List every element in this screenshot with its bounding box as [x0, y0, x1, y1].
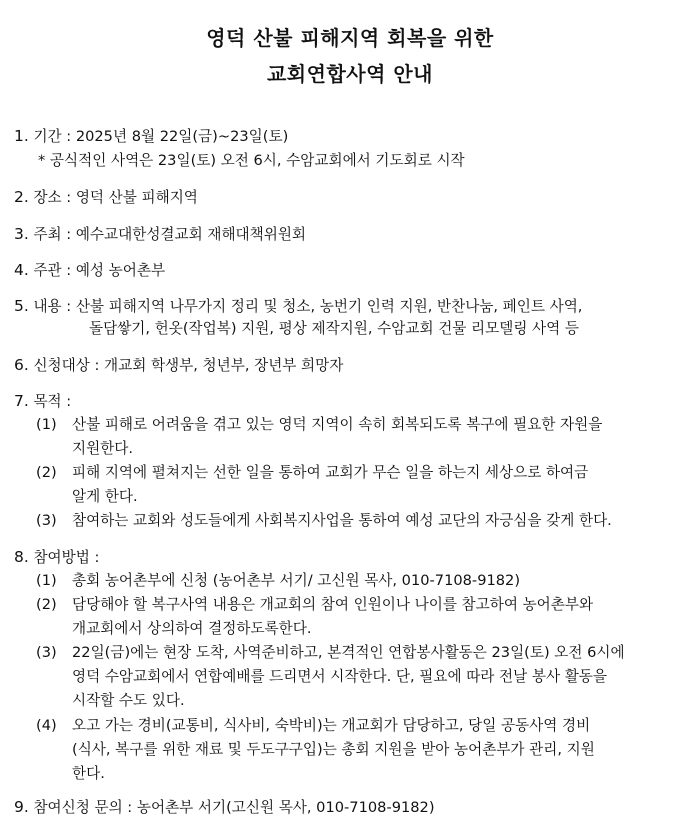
item-number: 1.: [14, 127, 29, 145]
purpose-3-line1: 참여하는 교회와 성도들에게 사회복지사업을 통하여 예성 교단의 자긍심을 갖게 한다.: [72, 512, 612, 529]
item-inquiry: [14, 798, 435, 817]
item-method: [14, 548, 99, 567]
purpose-1-line2: 지원한다.: [72, 440, 134, 457]
method-4-line3: 한다.: [72, 765, 105, 782]
item-number: 8.: [14, 548, 29, 566]
item-number: 3.: [14, 225, 29, 243]
purpose-label-3: (3): [36, 512, 57, 529]
method-2-line2: 개교회에서 상의하여 결정하도록한다.: [72, 620, 312, 637]
item-organizer: [14, 261, 165, 280]
item-number: 4.: [14, 261, 29, 279]
method-label-2: (2): [36, 596, 57, 613]
method-3-line1: 22일(금)에는 현장 도착, 사역준비하고, 본격적인 연합봉사활동은 23일(토) 오전 6시에: [72, 644, 625, 661]
method-1-line1: 총회 농어촌부에 신청 (농어촌부 서기/ 고신원 목사, 010-7108-9182): [72, 572, 521, 589]
purpose-2-line1: 피해 지역에 펼쳐지는 선한 일을 통하여 교회가 무슨 일을 하는지 세상으로 하여금: [72, 464, 589, 481]
item-host: [14, 225, 306, 244]
item-text: 주최 : 예수교대한성결교회 재해대책위원회: [33, 226, 307, 243]
document-title-line1: 영덕 산불 피해지역 회복을 위한: [206, 26, 494, 50]
method-3-line3: 시작할 수도 있다.: [72, 692, 185, 709]
method-label-3: (3): [36, 644, 57, 661]
purpose-label-1: (1): [36, 416, 57, 433]
method-label-4: (4): [36, 717, 57, 734]
item-text: 주관 : 예성 농어촌부: [33, 262, 166, 279]
item-contents: [14, 297, 582, 316]
item-eligibility: [14, 356, 343, 375]
item-text: 기간 : 2025년 8월 22일(금)~23일(토): [33, 128, 289, 145]
item-number: 7.: [14, 392, 29, 410]
period-note: * 공식적인 사역은 23일(토) 오전 6시, 수암교회에서 기도회로 시작: [38, 152, 465, 169]
item-contents-continued: 돌담쌓기, 헌옷(작업복) 지원, 평상 제작지원, 수암교회 건물 리모델링 사역 등: [89, 320, 579, 337]
item-number: 2.: [14, 188, 29, 206]
item-purpose: [14, 392, 71, 411]
item-period: [14, 127, 288, 146]
method-4-line1: 오고 가는 경비(교통비, 식사비, 숙박비)는 개교회가 담당하고, 당일 공동사역 경비: [72, 717, 591, 734]
purpose-1-line1: 산불 피해로 어려움을 겪고 있는 영덕 지역이 속히 회복되도록 복구에 필요한 자원을: [72, 416, 603, 433]
item-location: [14, 188, 198, 207]
method-2-line1: 담당해야 할 복구사역 내용은 개교회의 참여 인원이나 나이를 참고하여 농어촌부와: [72, 596, 594, 613]
item-text: 장소 : 영덕 산불 피해지역: [33, 189, 198, 206]
purpose-label-2: (2): [36, 464, 57, 481]
item-text: 참여신청 문의 : 농어촌부 서기(고신원 목사, 010-7108-9182): [33, 799, 435, 816]
item-text: 내용 : 산불 피해지역 나무가지 정리 및 청소, 농번기 인력 지원, 반찬나눔, 페인트 사역,: [33, 298, 583, 315]
item-number: 5.: [14, 297, 29, 315]
item-text: 신청대상 : 개교회 학생부, 청년부, 장년부 희망자: [33, 357, 344, 374]
method-4-line2: (식사, 복구를 위한 재료 및 두도구구입)는 총회 지원을 받아 농어촌부가 관리, 지원: [72, 741, 595, 758]
purpose-2-line2: 알게 한다.: [72, 488, 138, 505]
method-label-1: (1): [36, 572, 57, 589]
item-number: 9.: [14, 798, 29, 816]
document-title-line2: 교회연합사역 안내: [266, 62, 434, 86]
item-text: 목적 :: [33, 393, 72, 410]
method-3-line2: 영덕 수암교회에서 연합예배를 드리면서 시작한다. 단, 필요에 따라 전날 봉사 활동을: [72, 668, 607, 685]
item-number: 6.: [14, 356, 29, 374]
item-text: 참여방법 :: [33, 549, 100, 566]
